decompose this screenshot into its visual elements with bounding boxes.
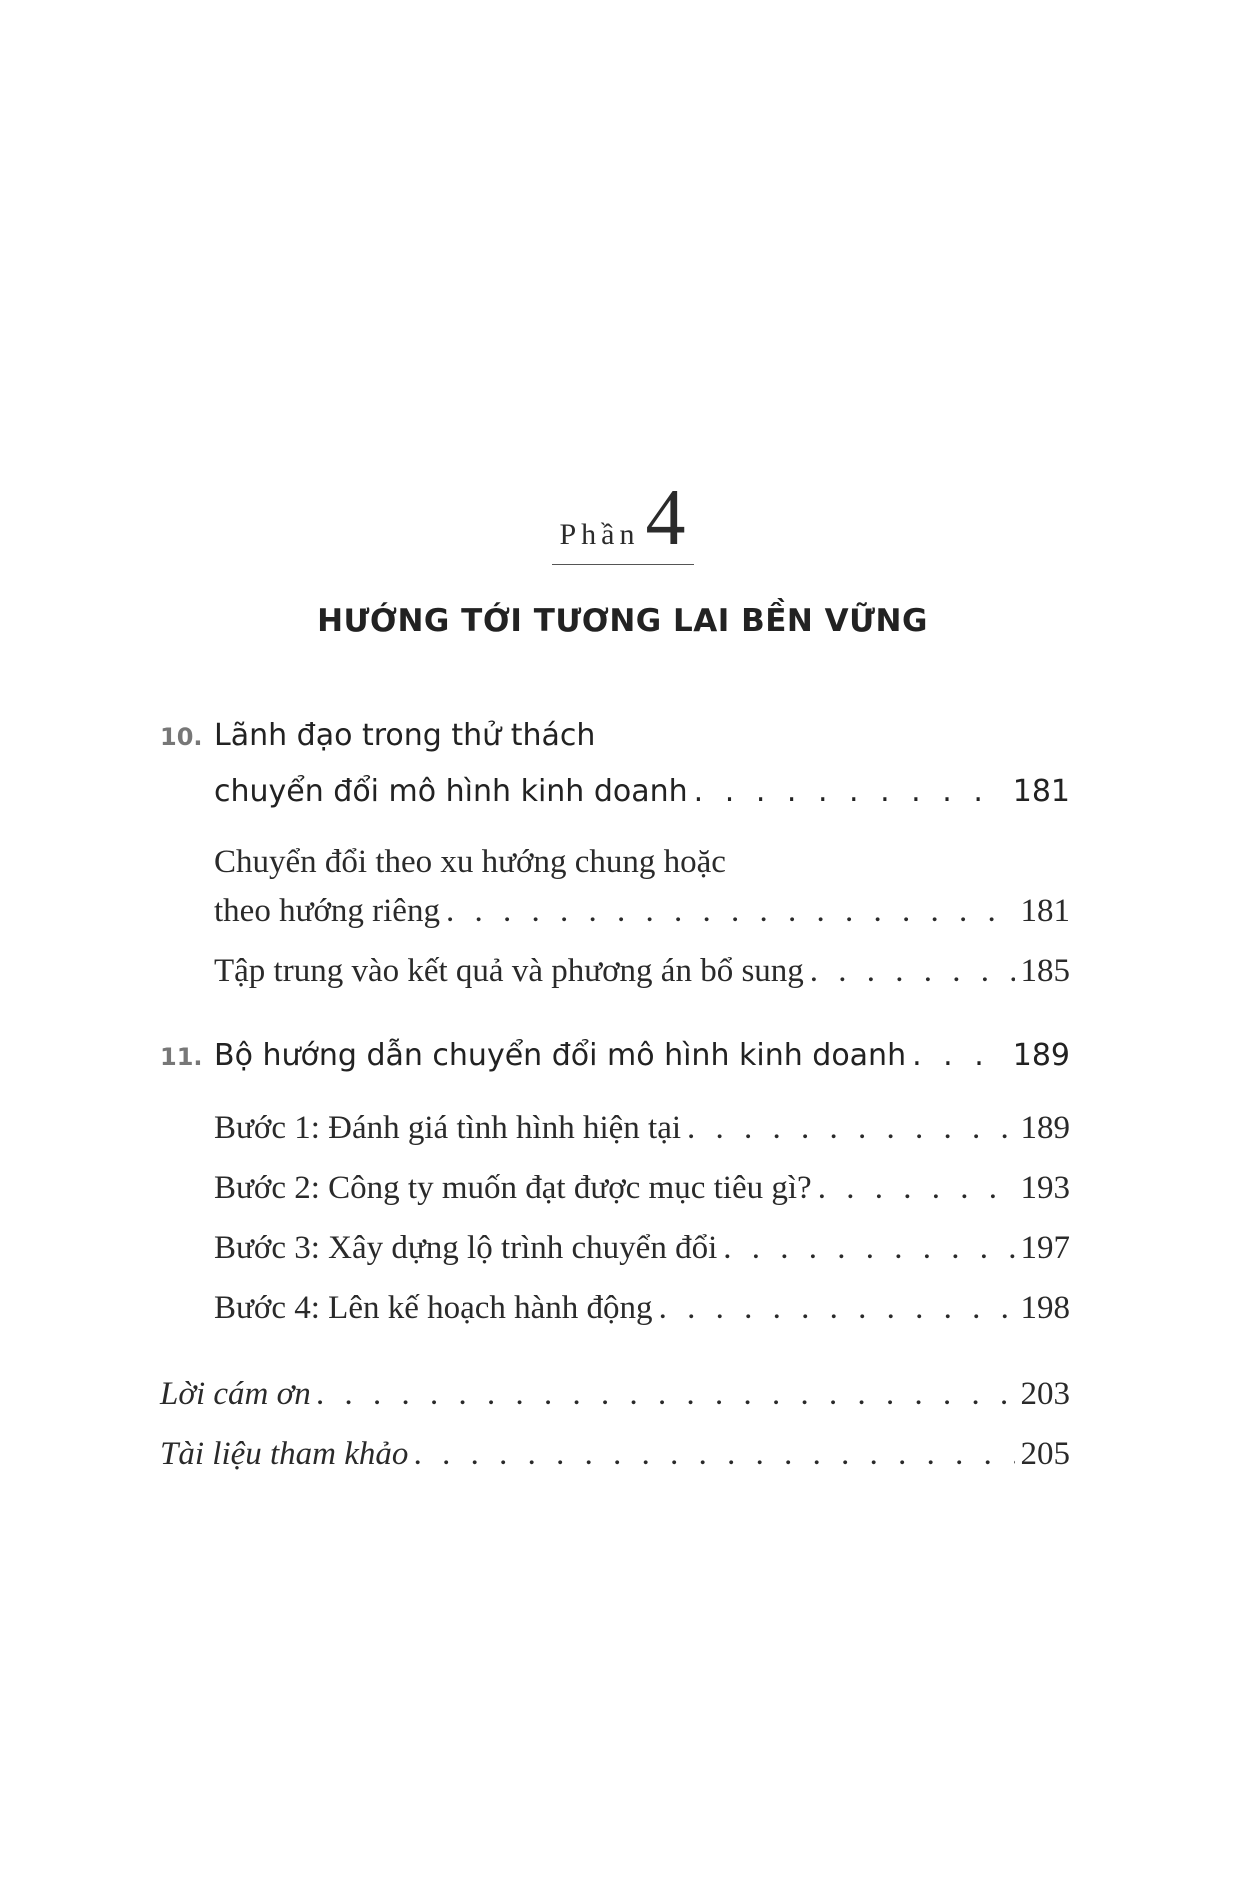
page-number: 189: [1020, 1110, 1070, 1146]
section-title: Bước 2: Công ty muốn đạt được mục tiêu gì?: [214, 1170, 812, 1206]
page-number: 181: [1012, 774, 1070, 809]
dot-leader: [912, 1038, 1007, 1073]
page-number: 198: [1020, 1290, 1070, 1326]
dot-leader: [446, 893, 1015, 930]
page-number: 197: [1020, 1230, 1070, 1266]
chapter-title: Bộ hướng dẫn chuyển đổi mô hình kinh doanh: [214, 1038, 907, 1073]
chapter-number: 11.: [160, 1043, 203, 1071]
chapter-title: chuyển đổi mô hình kinh doanh: [214, 774, 688, 809]
section-title: theo hướng riêng: [214, 893, 440, 929]
part-header: [0, 474, 1245, 565]
back-matter-entry[interactable]: [160, 1436, 1070, 1473]
page-number: 181: [1020, 893, 1070, 929]
dot-leader: [414, 1436, 1014, 1473]
part-number: 4: [645, 474, 686, 562]
section-entry[interactable]: [160, 1290, 1070, 1327]
section-entry[interactable]: [160, 1170, 1070, 1207]
dot-leader: [723, 1230, 1014, 1267]
part-title: HƯỚNG TỚI TƯƠNG LAI BỀN VỮNG: [317, 603, 928, 639]
back-matter-title: Lời cám ơn: [160, 1376, 311, 1412]
page-number: 205: [1020, 1436, 1070, 1472]
section-line2[interactable]: [160, 893, 1070, 930]
dot-leader: [818, 1170, 1015, 1207]
chapter-10-heading-line2[interactable]: [160, 774, 1070, 809]
dot-leader: [317, 1376, 1015, 1413]
section-title: Tập trung vào kết quả và phương án bổ sung: [214, 953, 804, 989]
back-matter-title: Tài liệu tham khảo: [160, 1436, 409, 1472]
back-matter-entry[interactable]: [160, 1376, 1070, 1413]
chapter-title: Lãnh đạo trong thử thách: [214, 718, 596, 753]
dot-leader: [659, 1290, 1015, 1327]
page-number: 193: [1020, 1170, 1070, 1206]
section-entry[interactable]: [160, 1230, 1070, 1267]
section-entry[interactable]: [160, 953, 1070, 990]
chapter-10-heading-line1[interactable]: [160, 718, 1070, 753]
section-line1[interactable]: [160, 844, 1070, 881]
page-number: 185: [1020, 953, 1070, 989]
part-label: [552, 474, 694, 565]
section-entry[interactable]: [160, 1110, 1070, 1147]
section-title: Bước 4: Lên kế hoạch hành động: [214, 1290, 653, 1326]
section-title: Bước 1: Đánh giá tình hình hiện tại: [214, 1110, 682, 1146]
dot-leader: [810, 953, 1015, 990]
chapter-11-heading[interactable]: [160, 1038, 1070, 1073]
chapter-number: 10.: [160, 723, 203, 751]
page-number: 189: [1012, 1038, 1070, 1073]
part-word: Phần: [559, 518, 640, 551]
section-title: Bước 3: Xây dựng lộ trình chuyển đổi: [214, 1230, 718, 1266]
section-title: Chuyển đổi theo xu hướng chung hoặc: [214, 844, 726, 880]
dot-leader: [687, 1110, 1014, 1147]
page-number: 203: [1020, 1376, 1070, 1412]
dot-leader: [694, 774, 1007, 809]
